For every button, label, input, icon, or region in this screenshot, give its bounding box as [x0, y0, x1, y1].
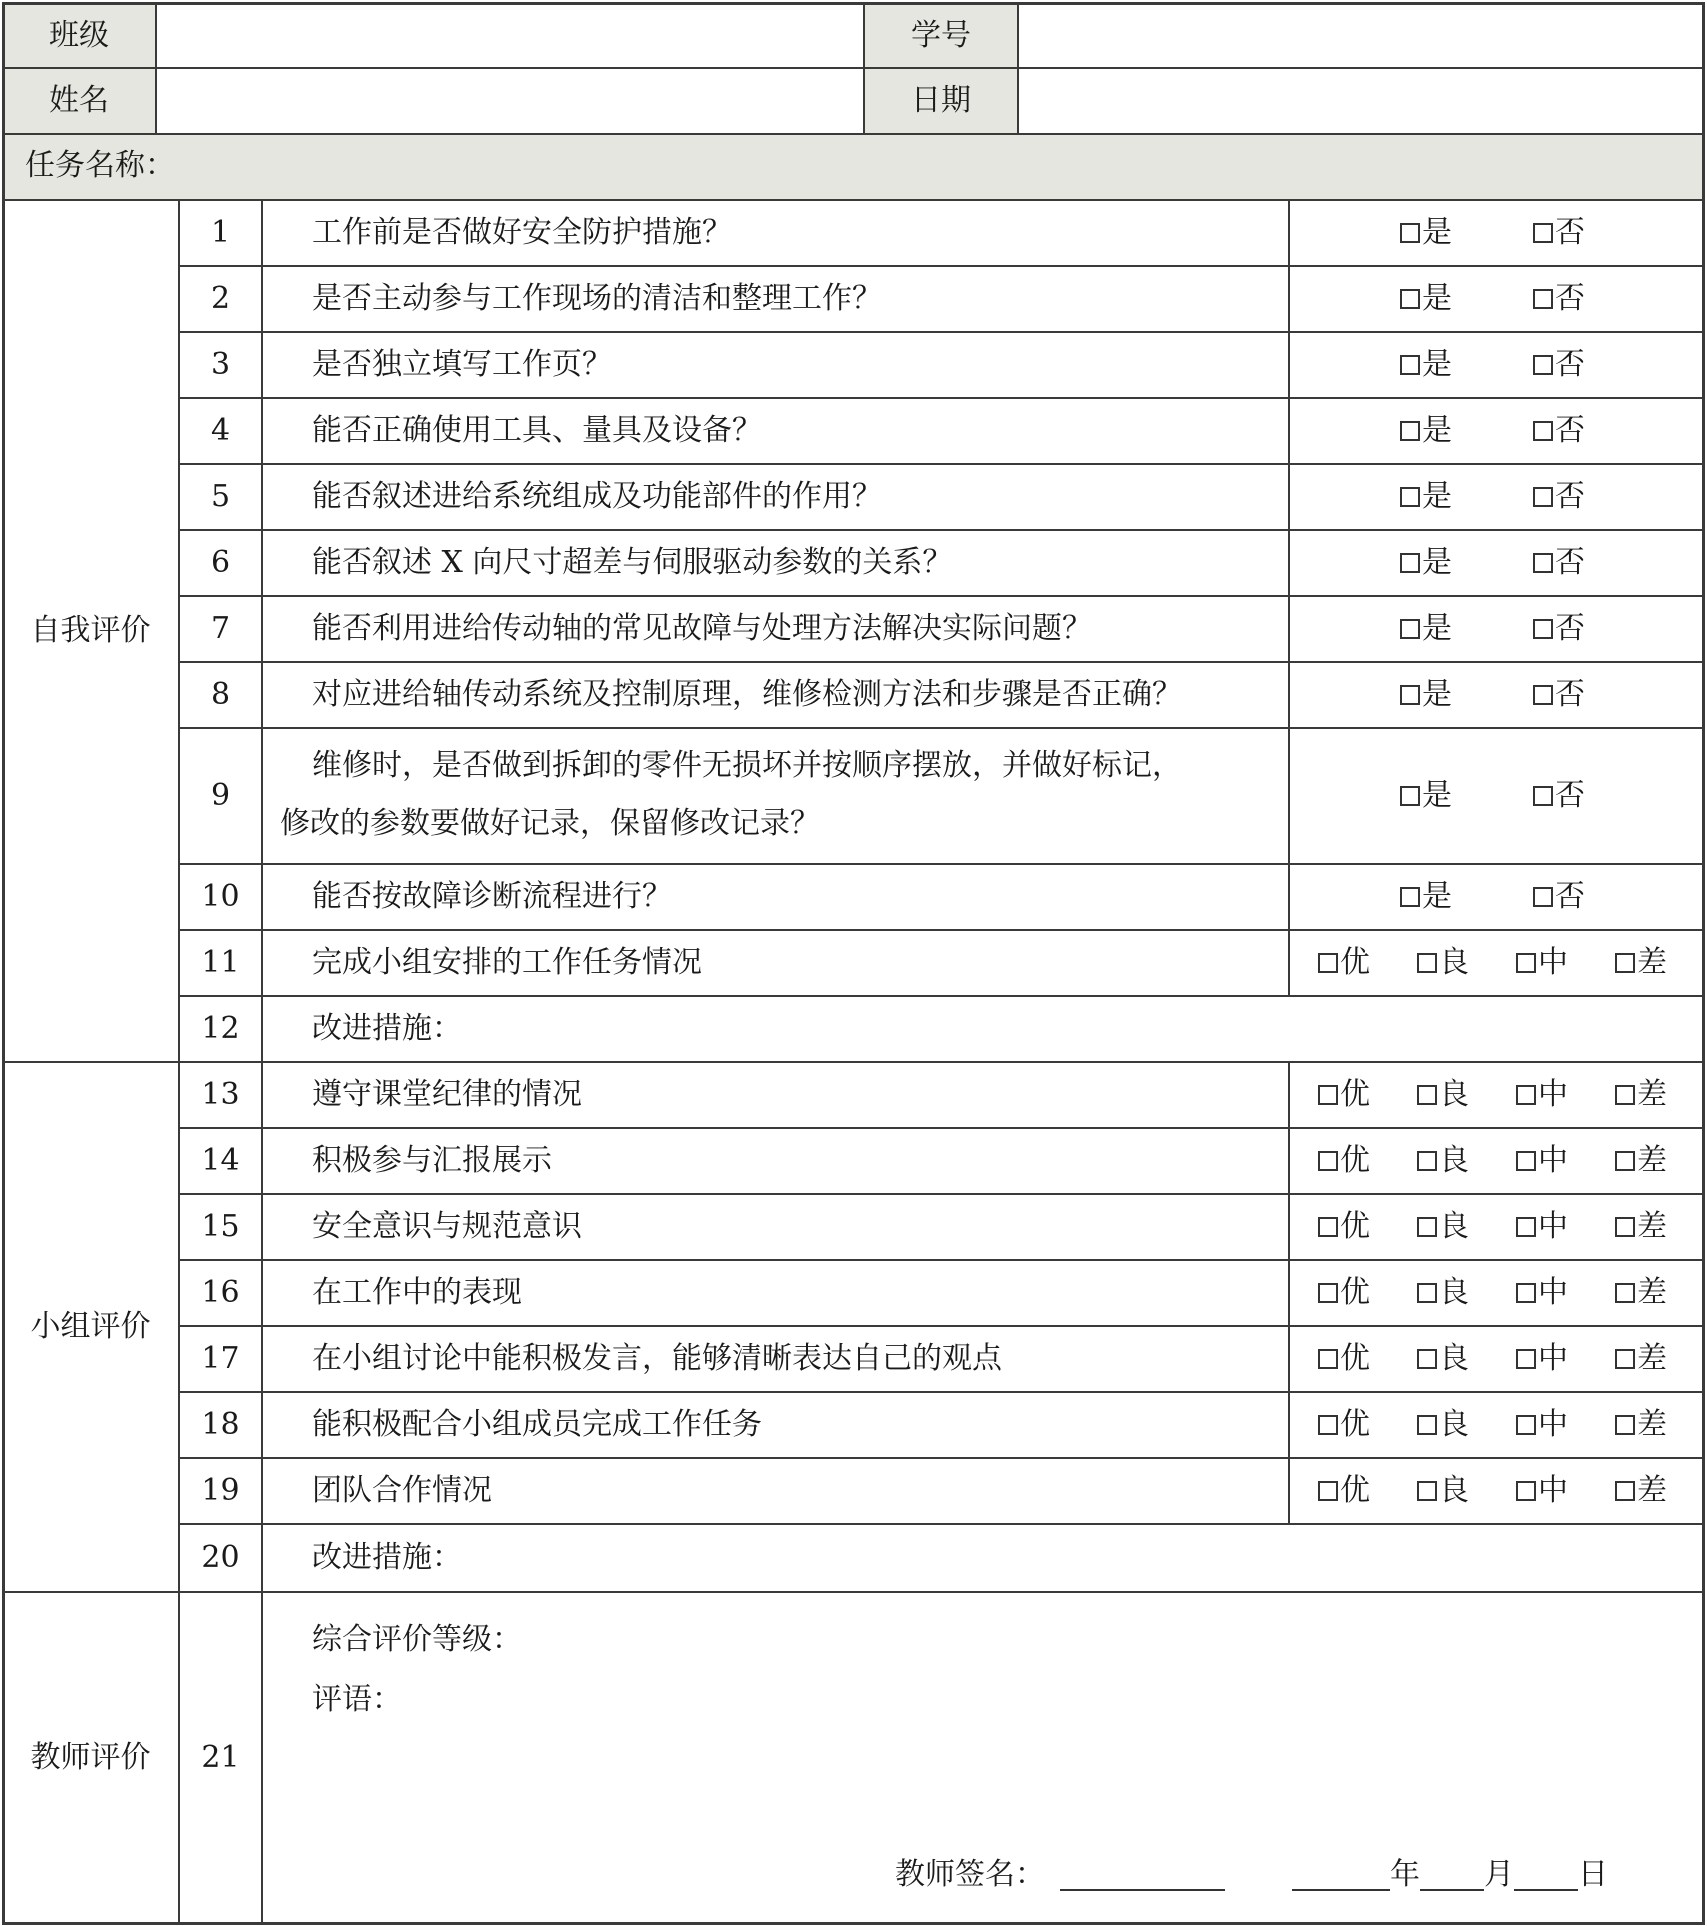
- item-text: 完成小组安排的工作任务情况: [312, 945, 702, 980]
- checkbox-square-icon[interactable]: [1615, 953, 1635, 973]
- student-id-label: 学号: [911, 17, 971, 53]
- checkbox-label: 中: [1538, 1407, 1568, 1442]
- teacher-signature-label: 教师签名：: [895, 1857, 1045, 1892]
- checkbox-square-icon[interactable]: [1318, 1481, 1338, 1501]
- item-text: 积极参与汇报展示: [312, 1143, 552, 1178]
- checkbox-square-icon[interactable]: [1318, 1415, 1338, 1435]
- checkbox-label: 是: [1422, 778, 1452, 813]
- grid-line: [2, 1061, 1705, 1063]
- checkbox-square-icon[interactable]: [1516, 1415, 1536, 1435]
- checkbox-square-icon[interactable]: [1318, 1085, 1338, 1105]
- section-group-evaluation: 小组评价: [30, 1309, 151, 1344]
- checkbox-label: 否: [1555, 611, 1585, 646]
- checkbox-square-icon[interactable]: [1417, 1415, 1437, 1435]
- checkbox-label: 是: [1422, 347, 1452, 382]
- checkbox-label: 良: [1439, 1407, 1469, 1442]
- checkbox-label: 否: [1555, 479, 1585, 514]
- grid-line: [1288, 662, 1290, 728]
- student-id-input[interactable]: [1019, 3, 1704, 68]
- checkbox-yes[interactable]: [1400, 332, 1452, 398]
- checkbox-medium[interactable]: [1516, 930, 1568, 996]
- item-text-continued: 修改的参数要做好记录，保留修改记录？: [280, 805, 820, 841]
- grid-line: [155, 2, 157, 133]
- checkbox-square-icon[interactable]: [1417, 1151, 1437, 1171]
- item-number: 18: [201, 1407, 240, 1442]
- checkbox-label: 良: [1439, 1473, 1469, 1508]
- checkbox-good[interactable]: [1417, 1128, 1469, 1194]
- checkbox-good[interactable]: [1417, 1194, 1469, 1260]
- item-number: 12: [201, 1011, 240, 1046]
- checkbox-square-icon[interactable]: [1318, 953, 1338, 973]
- checkbox-poor[interactable]: [1615, 1194, 1667, 1260]
- item-text: 能否叙述进给系统组成及功能部件的作用？: [312, 479, 882, 514]
- checkbox-square-icon[interactable]: [1400, 619, 1420, 639]
- grid-line: [178, 1457, 1705, 1459]
- grid-line: [2, 199, 1705, 201]
- grid-line: [863, 2, 865, 133]
- checkbox-label: 中: [1538, 1077, 1568, 1112]
- checkbox-good[interactable]: [1417, 1260, 1469, 1326]
- checkbox-square-icon[interactable]: [1400, 223, 1420, 243]
- item-text: 能否利用进给传动轴的常见故障与处理方法解决实际问题？: [312, 611, 1092, 646]
- grid-line: [1288, 266, 1290, 332]
- checkbox-label: 中: [1538, 1473, 1568, 1508]
- checkbox-square-icon[interactable]: [1318, 1349, 1338, 1369]
- checkbox-square-icon[interactable]: [1516, 1349, 1536, 1369]
- checkbox-poor[interactable]: [1615, 1260, 1667, 1326]
- grid-line: [1288, 1062, 1290, 1128]
- checkbox-square-icon[interactable]: [1400, 887, 1420, 907]
- checkbox-label: 否: [1555, 281, 1585, 316]
- checkbox-label: 良: [1439, 1341, 1469, 1376]
- checkbox-poor[interactable]: [1615, 930, 1667, 996]
- checkbox-medium[interactable]: [1516, 1128, 1568, 1194]
- checkbox-label: 是: [1422, 545, 1452, 580]
- checkbox-yes[interactable]: [1400, 266, 1452, 332]
- task-name-label: 任务名称：: [25, 148, 175, 183]
- checkbox-square-icon[interactable]: [1400, 355, 1420, 375]
- item-text: 改进措施：: [312, 1540, 462, 1575]
- checkbox-square-icon[interactable]: [1516, 1283, 1536, 1303]
- checkbox-square-icon[interactable]: [1615, 1217, 1635, 1237]
- checkbox-label: 差: [1637, 1341, 1667, 1376]
- overall-grade-label: 综合评价等级：: [312, 1622, 522, 1657]
- checkbox-square-icon[interactable]: [1400, 421, 1420, 441]
- checkbox-label: 优: [1340, 1341, 1370, 1376]
- grid-line: [178, 929, 1705, 931]
- checkbox-excellent[interactable]: [1318, 1062, 1370, 1128]
- grid-line: [2, 133, 1705, 135]
- checkbox-square-icon[interactable]: [1615, 1283, 1635, 1303]
- grid-line: [2, 1591, 1705, 1593]
- checkbox-yes[interactable]: [1400, 662, 1452, 728]
- checkbox-square-icon[interactable]: [1417, 1085, 1437, 1105]
- checkbox-label: 否: [1555, 413, 1585, 448]
- checkbox-label: 差: [1637, 1143, 1667, 1178]
- checkbox-square-icon[interactable]: [1400, 553, 1420, 573]
- checkbox-yes[interactable]: [1400, 864, 1452, 930]
- item-number: 2: [210, 281, 231, 316]
- grid-line: [1288, 464, 1290, 530]
- checkbox-label: 良: [1439, 1275, 1469, 1310]
- checkbox-label: 优: [1340, 1275, 1370, 1310]
- item-number: 16: [201, 1275, 240, 1310]
- checkbox-label: 良: [1439, 1209, 1469, 1244]
- checkbox-label: 良: [1439, 1143, 1469, 1178]
- item-text: 对应进给轴传动系统及控制原理，维修检测方法和步骤是否正确？: [312, 677, 1182, 712]
- item-number: 10: [201, 879, 240, 914]
- checkbox-square-icon[interactable]: [1533, 685, 1553, 705]
- name-input[interactable]: [157, 68, 863, 133]
- checkbox-medium[interactable]: [1516, 1458, 1568, 1524]
- checkbox-square-icon[interactable]: [1615, 1349, 1635, 1369]
- checkbox-label: 差: [1637, 945, 1667, 980]
- item-text: 工作前是否做好安全防护措施？: [312, 215, 732, 250]
- checkbox-excellent[interactable]: [1318, 1326, 1370, 1392]
- grid-line: [1288, 864, 1290, 930]
- grid-line: [178, 1193, 1705, 1195]
- checkbox-square-icon[interactable]: [1533, 619, 1553, 639]
- checkbox-good[interactable]: [1417, 1458, 1469, 1524]
- checkbox-good[interactable]: [1417, 1392, 1469, 1458]
- checkbox-excellent[interactable]: [1318, 930, 1370, 996]
- checkbox-label: 差: [1637, 1275, 1667, 1310]
- grid-line: [1288, 1194, 1290, 1260]
- checkbox-square-icon[interactable]: [1516, 1217, 1536, 1237]
- checkbox-no[interactable]: [1533, 266, 1585, 332]
- checkbox-yes[interactable]: [1400, 464, 1452, 530]
- checkbox-medium[interactable]: [1516, 1326, 1568, 1392]
- item-number: 9: [210, 778, 231, 813]
- checkbox-label: 是: [1422, 479, 1452, 514]
- checkbox-label: 中: [1538, 1275, 1568, 1310]
- item-text: 在工作中的表现: [312, 1275, 522, 1310]
- checkbox-square-icon[interactable]: [1400, 685, 1420, 705]
- item-text: 团队合作情况: [312, 1473, 492, 1508]
- date-fill: [1292, 1850, 1608, 1900]
- item-text: 改进措施：: [312, 1011, 462, 1046]
- grid-line: [178, 595, 1705, 597]
- checkbox-label: 否: [1555, 677, 1585, 712]
- item-text: 能否叙述 X 向尺寸超差与伺服驱动参数的关系？: [312, 545, 953, 580]
- checkbox-label: 是: [1422, 677, 1452, 712]
- checkbox-label: 优: [1340, 1143, 1370, 1178]
- item-number: 3: [210, 347, 231, 382]
- checkbox-no[interactable]: [1533, 398, 1585, 464]
- grid-line: [178, 1127, 1705, 1129]
- checkbox-yes[interactable]: [1400, 398, 1452, 464]
- checkbox-medium[interactable]: [1516, 1260, 1568, 1326]
- grid-line: [1288, 1260, 1290, 1326]
- checkbox-medium[interactable]: [1516, 1062, 1568, 1128]
- checkbox-label: 优: [1340, 1407, 1370, 1442]
- day-blank[interactable]: [1514, 1859, 1578, 1891]
- checkbox-square-icon[interactable]: [1318, 1283, 1338, 1303]
- checkbox-square-icon[interactable]: [1533, 553, 1553, 573]
- month-blank[interactable]: [1420, 1859, 1484, 1891]
- checkbox-label: 差: [1637, 1209, 1667, 1244]
- checkbox-no[interactable]: [1533, 530, 1585, 596]
- checkbox-square-icon[interactable]: [1516, 1151, 1536, 1171]
- grid-line: [1288, 728, 1290, 864]
- checkbox-no[interactable]: [1533, 464, 1585, 530]
- item-text: 遵守课堂纪律的情况: [312, 1077, 582, 1112]
- checkbox-no[interactable]: [1533, 332, 1585, 398]
- checkbox-yes[interactable]: [1400, 530, 1452, 596]
- item-text: 在小组讨论中能积极发言，能够清晰表达自己的观点: [312, 1341, 1002, 1376]
- checkbox-label: 良: [1439, 1077, 1469, 1112]
- checkbox-excellent[interactable]: [1318, 1194, 1370, 1260]
- grid-line: [178, 661, 1705, 663]
- checkbox-poor[interactable]: [1615, 1458, 1667, 1524]
- year-blank[interactable]: [1292, 1859, 1390, 1891]
- item-number: 17: [201, 1341, 240, 1376]
- section-self-evaluation: 自我评价: [30, 613, 151, 648]
- item-text: 是否主动参与工作现场的清洁和整理工作？: [312, 281, 882, 316]
- grid-line: [178, 995, 1705, 997]
- checkbox-label: 中: [1538, 945, 1568, 980]
- item-number: 11: [201, 945, 240, 980]
- checkbox-label: 中: [1538, 1209, 1568, 1244]
- grid-line: [178, 463, 1705, 465]
- checkbox-label: 是: [1422, 281, 1452, 316]
- checkbox-square-icon[interactable]: [1533, 487, 1553, 507]
- day-label: 日: [1578, 1857, 1608, 1892]
- grid-line: [1288, 1326, 1290, 1392]
- item-number: 6: [210, 545, 231, 580]
- grid-line: [178, 199, 180, 1923]
- checkbox-label: 否: [1555, 879, 1585, 914]
- checkbox-no[interactable]: [1533, 596, 1585, 662]
- checkbox-yes[interactable]: [1400, 200, 1452, 266]
- class-input[interactable]: [157, 3, 863, 68]
- checkbox-label: 是: [1422, 215, 1452, 250]
- checkbox-square-icon[interactable]: [1318, 1217, 1338, 1237]
- checkbox-poor[interactable]: [1615, 1128, 1667, 1194]
- checkbox-square-icon[interactable]: [1533, 786, 1553, 806]
- grid-line: [178, 727, 1705, 729]
- checkbox-square-icon[interactable]: [1533, 289, 1553, 309]
- checkbox-excellent[interactable]: [1318, 1392, 1370, 1458]
- grid-line: [2, 2, 5, 1925]
- checkbox-label: 优: [1340, 1209, 1370, 1244]
- item-number: 7: [210, 611, 231, 646]
- checkbox-label: 否: [1555, 545, 1585, 580]
- checkbox-square-icon[interactable]: [1400, 487, 1420, 507]
- checkbox-label: 差: [1637, 1407, 1667, 1442]
- grid-line: [1288, 200, 1290, 266]
- checkbox-square-icon[interactable]: [1417, 953, 1437, 973]
- grid-line: [178, 1523, 1705, 1525]
- checkbox-square-icon[interactable]: [1516, 953, 1536, 973]
- grid-line: [178, 397, 1705, 399]
- item-text: 能否按故障诊断流程进行？: [312, 879, 672, 914]
- checkbox-medium[interactable]: [1516, 1392, 1568, 1458]
- item-number: 5: [210, 479, 231, 514]
- checkbox-square-icon[interactable]: [1533, 421, 1553, 441]
- month-label: 月: [1484, 1857, 1514, 1892]
- checkbox-excellent[interactable]: [1318, 1260, 1370, 1326]
- checkbox-no[interactable]: [1533, 200, 1585, 266]
- grid-line: [178, 1325, 1705, 1327]
- date-label: 日期: [911, 82, 971, 118]
- grid-line: [1288, 930, 1290, 996]
- item-number: 15: [201, 1209, 240, 1244]
- checkbox-square-icon[interactable]: [1400, 786, 1420, 806]
- checkbox-square-icon[interactable]: [1417, 1283, 1437, 1303]
- grid-line: [1288, 530, 1290, 596]
- checkbox-poor[interactable]: [1615, 1062, 1667, 1128]
- checkbox-good[interactable]: [1417, 930, 1469, 996]
- name-label: 姓名: [49, 82, 109, 118]
- checkbox-label: 中: [1538, 1143, 1568, 1178]
- checkbox-square-icon[interactable]: [1615, 1151, 1635, 1171]
- grid-line: [1288, 332, 1290, 398]
- item-text: 是否独立填写工作页？: [312, 347, 612, 382]
- item-number: 20: [201, 1540, 240, 1575]
- checkbox-label: 否: [1555, 215, 1585, 250]
- checkbox-yes[interactable]: [1400, 728, 1452, 864]
- checkbox-label: 中: [1538, 1341, 1568, 1376]
- checkbox-label: 是: [1422, 413, 1452, 448]
- item-number: 19: [201, 1473, 240, 1508]
- checkbox-good[interactable]: [1417, 1326, 1469, 1392]
- item-number: 8: [210, 677, 231, 712]
- item-text: 能积极配合小组成员完成工作任务: [312, 1407, 762, 1442]
- item-text: 安全意识与规范意识: [312, 1209, 582, 1244]
- grid-line: [1288, 1392, 1290, 1458]
- grid-line: [2, 1922, 1705, 1925]
- checkbox-label: 优: [1340, 1473, 1370, 1508]
- checkbox-label: 差: [1637, 1473, 1667, 1508]
- item-text: 能否正确使用工具、量具及设备？: [312, 413, 762, 448]
- checkbox-good[interactable]: [1417, 1062, 1469, 1128]
- checkbox-square-icon[interactable]: [1400, 289, 1420, 309]
- checkbox-poor[interactable]: [1615, 1326, 1667, 1392]
- checkbox-label: 是: [1422, 611, 1452, 646]
- checkbox-excellent[interactable]: [1318, 1458, 1370, 1524]
- checkbox-no[interactable]: [1533, 728, 1585, 864]
- checkbox-no[interactable]: [1533, 662, 1585, 728]
- checkbox-poor[interactable]: [1615, 1392, 1667, 1458]
- item-text: 维修时，是否做到拆卸的零件无损坏并按顺序摆放，并做好标记，: [312, 747, 1182, 783]
- checkbox-square-icon[interactable]: [1615, 1085, 1635, 1105]
- grid-line: [178, 529, 1705, 531]
- grid-line: [2, 67, 1705, 69]
- grid-line: [178, 331, 1705, 333]
- checkbox-label: 优: [1340, 945, 1370, 980]
- checkbox-square-icon[interactable]: [1318, 1151, 1338, 1171]
- checkbox-label: 否: [1555, 778, 1585, 813]
- checkbox-label: 是: [1422, 879, 1452, 914]
- date-input[interactable]: [1019, 68, 1704, 133]
- checkbox-square-icon[interactable]: [1533, 887, 1553, 907]
- checkbox-square-icon[interactable]: [1516, 1481, 1536, 1501]
- class-label: 班级: [49, 17, 109, 53]
- grid-line: [1288, 1128, 1290, 1194]
- item-number: 13: [201, 1077, 240, 1112]
- checkbox-label: 优: [1340, 1077, 1370, 1112]
- grid-line: [178, 1259, 1705, 1261]
- checkbox-square-icon[interactable]: [1516, 1085, 1536, 1105]
- item-number: 14: [201, 1143, 240, 1178]
- signature-line[interactable]: [1060, 1850, 1225, 1900]
- checkbox-square-icon[interactable]: [1417, 1349, 1437, 1369]
- comment-label: 评语：: [312, 1682, 402, 1717]
- grid-line: [1702, 2, 1705, 1925]
- checkbox-square-icon[interactable]: [1615, 1415, 1635, 1435]
- grid-line: [1288, 596, 1290, 662]
- checkbox-square-icon[interactable]: [1533, 223, 1553, 243]
- grid-line: [178, 1391, 1705, 1393]
- checkbox-medium[interactable]: [1516, 1194, 1568, 1260]
- grid-line: [1288, 398, 1290, 464]
- checkbox-label: 否: [1555, 347, 1585, 382]
- grid-line: [1017, 2, 1019, 133]
- checkbox-label: 差: [1637, 1077, 1667, 1112]
- grid-line: [261, 199, 263, 1923]
- checkbox-square-icon[interactable]: [1417, 1481, 1437, 1501]
- grid-line: [178, 265, 1705, 267]
- grid-line: [178, 863, 1705, 865]
- checkbox-square-icon[interactable]: [1615, 1481, 1635, 1501]
- item-number: 4: [210, 413, 231, 448]
- grid-line: [1288, 1458, 1290, 1524]
- year-label: 年: [1390, 1857, 1420, 1892]
- item-number: 21: [201, 1739, 240, 1775]
- checkbox-square-icon[interactable]: [1417, 1217, 1437, 1237]
- checkbox-excellent[interactable]: [1318, 1128, 1370, 1194]
- checkbox-yes[interactable]: [1400, 596, 1452, 662]
- item-number: 1: [210, 215, 231, 250]
- section-teacher-evaluation: 教师评价: [30, 1739, 151, 1775]
- checkbox-label: 良: [1439, 945, 1469, 980]
- checkbox-square-icon[interactable]: [1533, 355, 1553, 375]
- grid-line: [2, 2, 1705, 5]
- checkbox-no[interactable]: [1533, 864, 1585, 930]
